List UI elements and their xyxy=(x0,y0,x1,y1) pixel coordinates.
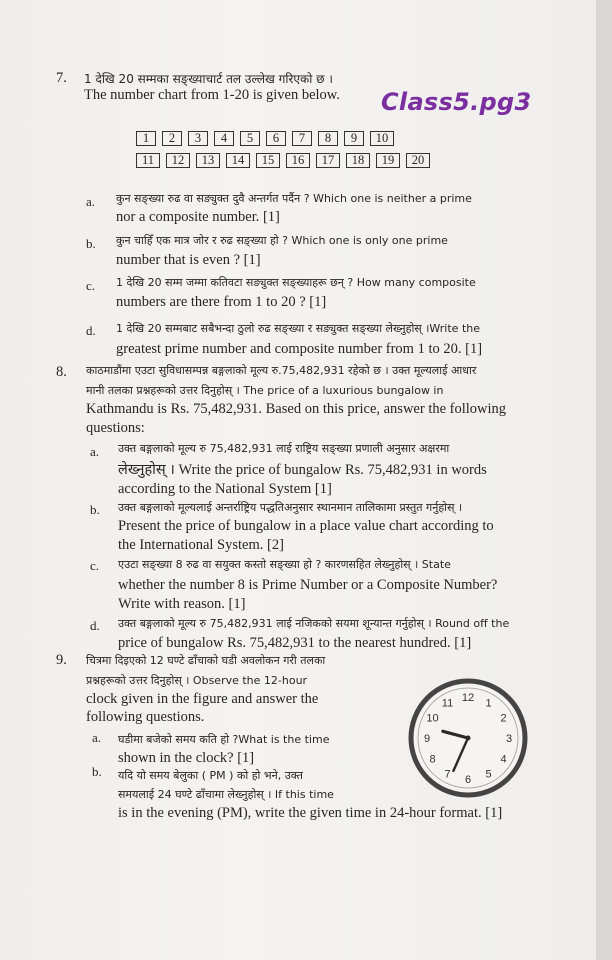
q7c-line2: numbers are there from 1 to 20 ? [1] xyxy=(116,294,327,310)
q9b-line2: समयलाई 24 घण्टे ढाँचामा लेख्नुहोस् । If this time xyxy=(118,788,334,801)
chart-cell: 15 xyxy=(256,153,280,168)
q8d-line2: price of bungalow Rs. 75,482,931 to the nearest hundred. [1] xyxy=(118,635,472,651)
q9a-line1: घडीमा बजेको समय कति हो ?What is the time xyxy=(118,733,330,746)
chart-cell: 8 xyxy=(318,131,338,146)
clock-numeral: 2 xyxy=(500,712,507,725)
clock-numeral: 5 xyxy=(485,768,492,781)
q8-line2: मानी तलका प्रश्नहरूको उत्तर दिनुहोस् । The price of a luxurious bungalow in xyxy=(86,384,444,397)
q8-line4: questions: xyxy=(86,420,145,436)
q7a-label: a. xyxy=(86,194,96,209)
clock-numeral: 7 xyxy=(444,768,451,781)
q8c-line1: एउटा सङ्ख्या 8 रुढ वा सयुक्त कस्तो सङ्ख्या हो ? कारणसहित लेख्नुहोस् । State xyxy=(118,558,451,571)
chart-cell: 20 xyxy=(406,153,430,168)
q9-number: 9. xyxy=(56,652,67,668)
clock-numeral: 1 xyxy=(485,697,492,710)
q8-line3: Kathmandu is Rs. 75,482,931. Based on this price, answer the following xyxy=(86,401,507,417)
q9b-label: b. xyxy=(92,764,102,779)
clock-center xyxy=(466,736,471,741)
q8c-line3: Write with reason. [1] xyxy=(118,596,246,612)
q9-line4: following questions. xyxy=(86,709,205,725)
q9b-line1: यदि यो समय बेलुका ( PM ) को हो भने, उक्त xyxy=(118,769,303,782)
q7-text-en: The number chart from 1-20 is given below. xyxy=(84,87,340,103)
chart-cell: 5 xyxy=(240,131,260,146)
chart-cell: 12 xyxy=(166,153,190,168)
clock-numeral: 6 xyxy=(464,774,472,786)
clock-numeral: 4 xyxy=(500,753,507,766)
analog-clock xyxy=(406,676,530,800)
q7d-label: d. xyxy=(86,323,96,338)
q8a-line2: लेख्नुहोस् । Write the price of bungalow Rs. 75,482,931 in words xyxy=(118,462,487,478)
chart-cell: 4 xyxy=(214,131,234,146)
chart-cell: 9 xyxy=(344,131,364,146)
chart-cell: 17 xyxy=(316,153,340,168)
q9-line1: चित्रमा दिइएको 12 घण्टे ढाँचाको घडी अवलोकन गरी तलका xyxy=(86,654,326,667)
chart-cell: 13 xyxy=(196,153,220,168)
chart-cell: 14 xyxy=(226,153,250,168)
clock-numeral: 12 xyxy=(461,692,475,704)
clock-numeral: 11 xyxy=(441,697,454,710)
q9-line3: clock given in the figure and answer the xyxy=(86,691,319,707)
q7b-label: b. xyxy=(86,236,96,251)
chart-cell: 3 xyxy=(188,131,208,146)
q7b-line1: कुन चाहिँ एक मात्र जोर र रुढ सङ्ख्या हो ? Which one is only one prime xyxy=(116,234,448,247)
chart-cell: 16 xyxy=(286,153,310,168)
q9a-label: a. xyxy=(92,730,102,745)
number-chart-row-1 xyxy=(136,131,394,146)
q7d-line1: 1 देखि 20 सम्मबाट सबैभन्दा ठुलो रुढ सङ्ख्या र सङ्युक्त सङ्ख्या लेख्नुहोस् ।Write the xyxy=(116,322,480,335)
clock-numeral: 8 xyxy=(429,753,436,766)
q8a-label: a. xyxy=(90,444,100,459)
q7-number: 7. xyxy=(56,70,67,86)
page-edge xyxy=(596,0,612,960)
q7c-line1: 1 देखि 20 सम्म जम्मा कतिवटा सङ्युक्त सङ्ख्याहरू छन् ? How many composite xyxy=(116,276,476,289)
chart-cell: 1 xyxy=(136,131,156,146)
q7b-line2: number that is even ? [1] xyxy=(116,252,261,268)
q8a-line1: उक्त बङ्गलाको मूल्य रु 75,482,931 लाई राष्ट्रिय सङ्ख्या प्रणाली अनुसार अक्षरमा xyxy=(118,442,450,455)
q8b-line2: Present the price of bungalow in a place value chart according to xyxy=(118,518,494,534)
q8b-line3: the International System. [2] xyxy=(118,537,284,553)
q8c-line2: whether the number 8 is Prime Number or a Composite Number? xyxy=(118,577,498,593)
q7d-line2: greatest prime number and composite number from 1 to 20. [1] xyxy=(116,341,483,357)
q8d-label: d. xyxy=(90,618,100,633)
clock-numeral: 10 xyxy=(426,712,439,725)
q8-line1: काठमाडौंमा एउटा सुविधासम्पन्न बङ्गलाको मूल्य रु.75,482,931 रहेको छ । उक्त मूल्यलाई आधार xyxy=(86,364,477,377)
q7a-line1: कुन सङ्ख्या रुढ वा सङ्युक्त दुवै अन्तर्गत पर्दैन ? Which one is neither a prime xyxy=(116,192,472,205)
q8c-label: c. xyxy=(90,558,100,573)
watermark: Class5.pg3 xyxy=(381,88,532,116)
chart-cell: 18 xyxy=(346,153,370,168)
q8b-label: b. xyxy=(90,502,100,517)
chart-cell: 11 xyxy=(136,153,160,168)
q8b-line1: उक्त बङ्गलाको मूल्यलाई अन्तर्राष्ट्रिय पद्धतिअनुसार स्थानमान तालिकामा प्रस्तुत गर्नुहोस् । xyxy=(118,501,463,514)
q8a-line3: according to the National System [1] xyxy=(118,481,332,497)
chart-cell: 6 xyxy=(266,131,286,146)
number-chart-row-2 xyxy=(136,153,430,168)
q9-line2: प्रश्नहरूको उत्तर दिनुहोस् । Observe the 12-hour xyxy=(86,674,308,687)
q8d-line1: उक्त बङ्गलाको मूल्य रु 75,482,931 लाई नजिकको सयमा शून्यान्त गर्नुहोस् । Round off the xyxy=(118,617,510,630)
q7c-label: c. xyxy=(86,278,96,293)
clock-numeral: 9 xyxy=(423,733,431,745)
q9b-line3: is in the evening (PM), write the given time in 24-hour format. [1] xyxy=(118,805,503,821)
q7a-line2: nor a composite number. [1] xyxy=(116,209,280,225)
chart-cell: 7 xyxy=(292,131,312,146)
chart-cell: 10 xyxy=(370,131,394,146)
clock-numeral: 3 xyxy=(505,733,513,745)
chart-cell: 2 xyxy=(162,131,182,146)
q9a-line2: shown in the clock? [1] xyxy=(118,750,255,766)
q7-text-np: 1 देखि 20 सम्मका सङ्ख्याचार्ट तल उल्लेख गरिएको छ । xyxy=(84,72,333,86)
q8-number: 8. xyxy=(56,364,67,380)
chart-cell: 19 xyxy=(376,153,400,168)
